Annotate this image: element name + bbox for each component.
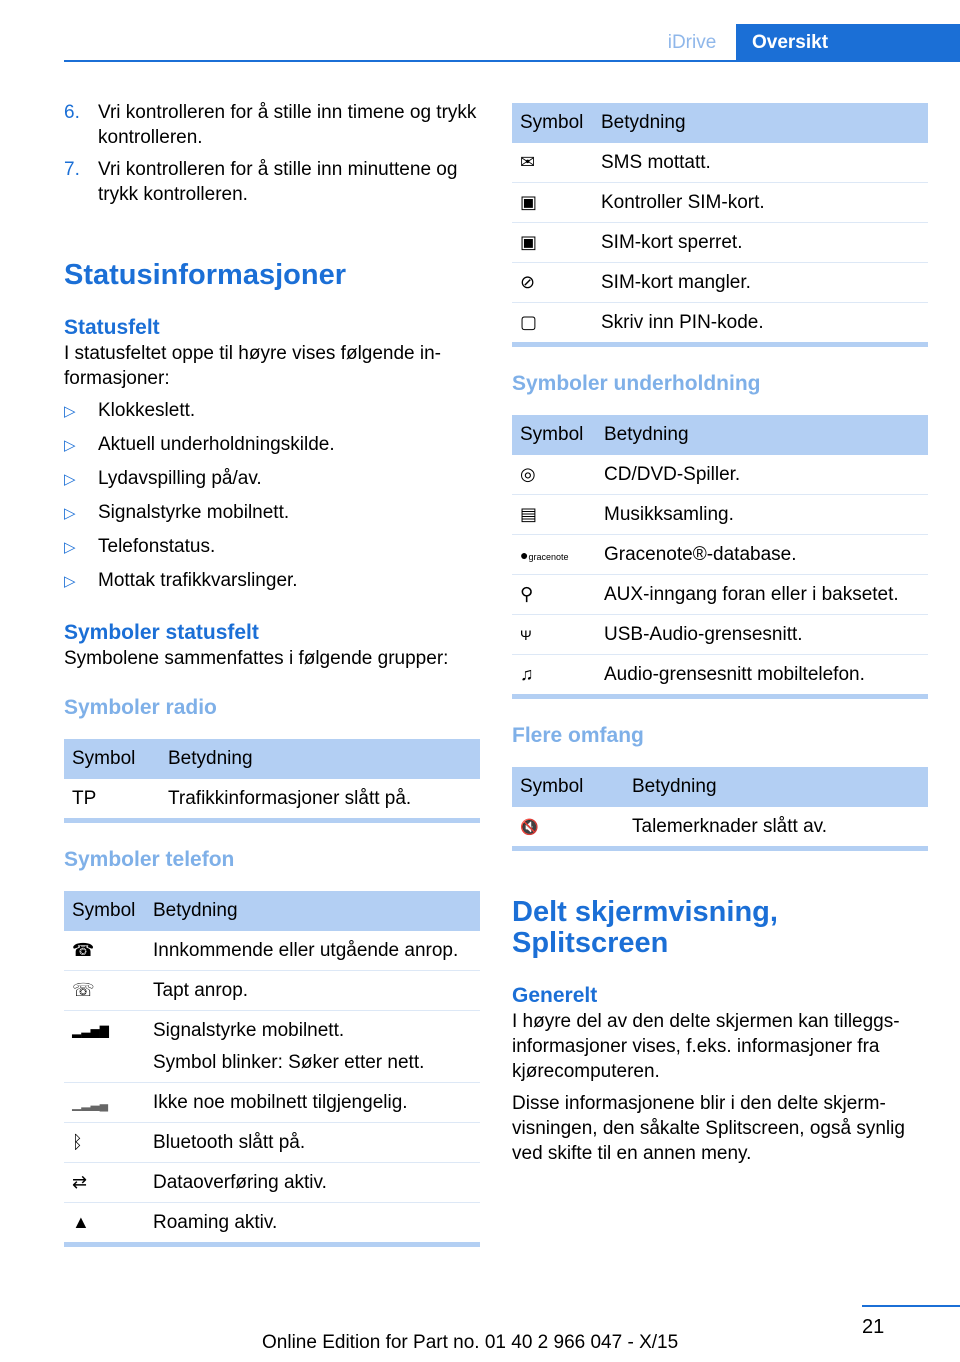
table-row: ☏ Tapt anrop. — [64, 971, 480, 1011]
table-row: ⊘ SIM-kort mangler. — [512, 263, 928, 303]
table-row: ♫ Audio-grensesnitt mobiltelefon. — [520, 663, 865, 685]
generelt-paragraph-2: Disse informasjonene blir i den delte skjerm-visningen, den såkalte Splitscreen, også synlig ved skifte til en annen meny. — [512, 1093, 905, 1164]
sim-missing-icon: ⊘ — [520, 271, 536, 292]
symbol-tp: TP — [72, 787, 97, 809]
sim-check-icon: ▣ — [520, 191, 538, 212]
step-6-text: Vri kontrolleren for å stille inn timene og trykk kontrolleren. — [98, 102, 477, 148]
table-row: ▲ Roaming aktiv. — [72, 1211, 278, 1233]
no-network-icon: ▁▂▃▄ — [72, 1096, 109, 1111]
bullet-item: ▷ Klokkeslett. — [64, 398, 480, 425]
page-number: 21 — [862, 1316, 885, 1338]
bullet-item: ▷ Lydavspilling på/av. — [64, 466, 480, 493]
table-row: ▂▃▅▇ Signalstyrke mobilnett. Symbol blinker: Søker etter nett. — [64, 1011, 480, 1083]
header-rule — [64, 60, 960, 62]
mobile-audio-icon: ♫ — [520, 663, 534, 684]
table-row: ▣ SIM-kort sperret. — [512, 223, 928, 263]
table-row: TP Trafikkinformasjoner slått på. — [64, 779, 480, 818]
gracenote-logo-text: gracenote — [528, 551, 569, 562]
sim-locked-icon: ▣ — [520, 231, 538, 252]
table-row: 🔇 Talemerknader slått av. — [520, 815, 828, 837]
table-row: ▢ Skriv inn PIN-kode. — [520, 311, 764, 333]
gracenote-icon: ● — [520, 546, 529, 563]
omfang-symbol-table — [512, 767, 928, 851]
table-row: ●gracenote Gracenote®-database. — [512, 535, 928, 575]
roaming-icon: ▲ — [72, 1211, 90, 1232]
table-row: ⇄ Dataoverføring aktiv. — [64, 1163, 480, 1203]
col-symbol: Symbol — [512, 103, 593, 143]
usb-icon: Ψ — [520, 626, 532, 643]
col-meaning: Betydning — [624, 767, 928, 807]
bullet-item: ▷ Signalstyrke mobilnett. — [64, 500, 480, 527]
aux-plug-icon: ⚲ — [520, 583, 534, 604]
sms-envelope-icon: ✉ — [520, 151, 536, 172]
bullet-item: ▷ Mottak trafikkvarslinger. — [64, 568, 480, 595]
missed-call-icon: ☏ — [72, 979, 95, 1000]
symboler-radio-heading: Symboler radio — [64, 696, 217, 719]
bullet-triangle-icon: ▷ — [64, 505, 76, 522]
symboler-telefon-heading: Symboler telefon — [64, 848, 235, 871]
music-collection-icon: ▤ — [520, 503, 538, 524]
statusfelt-intro: I statusfeltet oppe til høyre vises følgende in-formasjoner: — [64, 343, 442, 389]
bullet-item: ▷ Telefonstatus. — [64, 534, 480, 561]
col-meaning: Betydning — [145, 891, 480, 931]
step-7-text: Vri kontrolleren for å stille inn minuttene og trykk kontrolleren. — [98, 159, 458, 205]
col-meaning: Betydning — [160, 739, 480, 779]
pin-entry-icon: ▢ — [520, 311, 538, 332]
table-row: ⚲ AUX-inngang foran eller i baksetet. — [512, 575, 928, 615]
table-row: ▣ Kontroller SIM-kort. — [512, 183, 928, 223]
table-row: Ψ USB-Audio-grensesnitt. — [512, 615, 928, 655]
table-row: ◎ CD/DVD-Spiller. — [512, 455, 928, 495]
statusinformasjoner-heading: Statusinformasjoner — [64, 259, 346, 291]
table-row: ☎ Innkommende eller utgående anrop. — [64, 931, 480, 971]
bullet-triangle-icon: ▷ — [64, 573, 76, 590]
bullet-triangle-icon: ▷ — [64, 437, 76, 454]
col-symbol: Symbol — [512, 767, 624, 807]
data-transfer-icon: ⇄ — [72, 1171, 88, 1192]
bluetooth-icon: ᛒ — [72, 1131, 83, 1152]
phone-call-icon: ☎ — [72, 939, 95, 960]
radio-symbol-table — [64, 739, 480, 823]
table-row: ▤ Musikksamling. — [512, 495, 928, 535]
header-tab-idrive[interactable]: iDrive — [667, 32, 717, 53]
right-column — [512, 103, 928, 1166]
footer-rule — [862, 1305, 960, 1307]
speech-off-icon: 🔇 — [520, 818, 539, 836]
table-row: ✉ SMS mottatt. — [512, 143, 928, 183]
col-meaning: Betydning — [593, 103, 928, 143]
col-symbol: Symbol — [64, 739, 160, 779]
telefon-symbol-table — [64, 891, 480, 1247]
symboler-statusfelt-heading: Symboler statusfelt — [64, 621, 259, 644]
generelt-paragraph-1: I høyre del av den delte skjermen kan tilleggs-informasjoner vises, f.eks. informasjoner fra kjørecomputeren. — [512, 1011, 900, 1082]
left-column — [64, 100, 480, 1247]
symboler-statusfelt-intro: Symbolene sammenfattes i følgende grupper: — [64, 648, 449, 669]
edition-footer: Online Edition for Part no. 01 40 2 966 047 - X/15 — [262, 1332, 679, 1353]
signal-strength-icon: ▂▃▅▇ — [72, 1024, 109, 1038]
bullet-triangle-icon: ▷ — [64, 403, 76, 420]
delt-skjermvisning-heading: Delt skjermvisning, Splitscreen — [512, 896, 778, 959]
table-row: ᛒ Bluetooth slått på. — [64, 1123, 480, 1163]
step-6: 6. Vri kontrolleren for å stille inn timene og trykk kontrolleren. — [64, 100, 480, 150]
cd-dvd-icon: ◎ — [520, 463, 536, 484]
underholdning-symbol-table — [512, 415, 928, 699]
col-meaning: Betydning — [596, 415, 928, 455]
generelt-heading: Generelt — [512, 984, 598, 1007]
header-tab-oversikt[interactable]: Oversikt — [736, 24, 960, 62]
flere-omfang-heading: Flere omfang — [512, 724, 644, 747]
bullet-triangle-icon: ▷ — [64, 539, 76, 556]
bullet-triangle-icon: ▷ — [64, 471, 76, 488]
col-symbol: Symbol — [64, 891, 145, 931]
sms-sim-symbol-table — [512, 103, 928, 347]
table-row: ▁▂▃▄ Ikke noe mobilnett tilgjengelig. — [64, 1083, 480, 1123]
col-symbol: Symbol — [512, 415, 596, 455]
bullet-item: ▷ Aktuell underholdningskilde. — [64, 432, 480, 459]
symboler-underholdning-heading: Symboler underholdning — [512, 372, 761, 395]
statusfelt-heading: Statusfelt — [64, 316, 160, 339]
step-7: 7. Vri kontrolleren for å stille inn minuttene og trykk kontrolleren. — [64, 157, 480, 207]
